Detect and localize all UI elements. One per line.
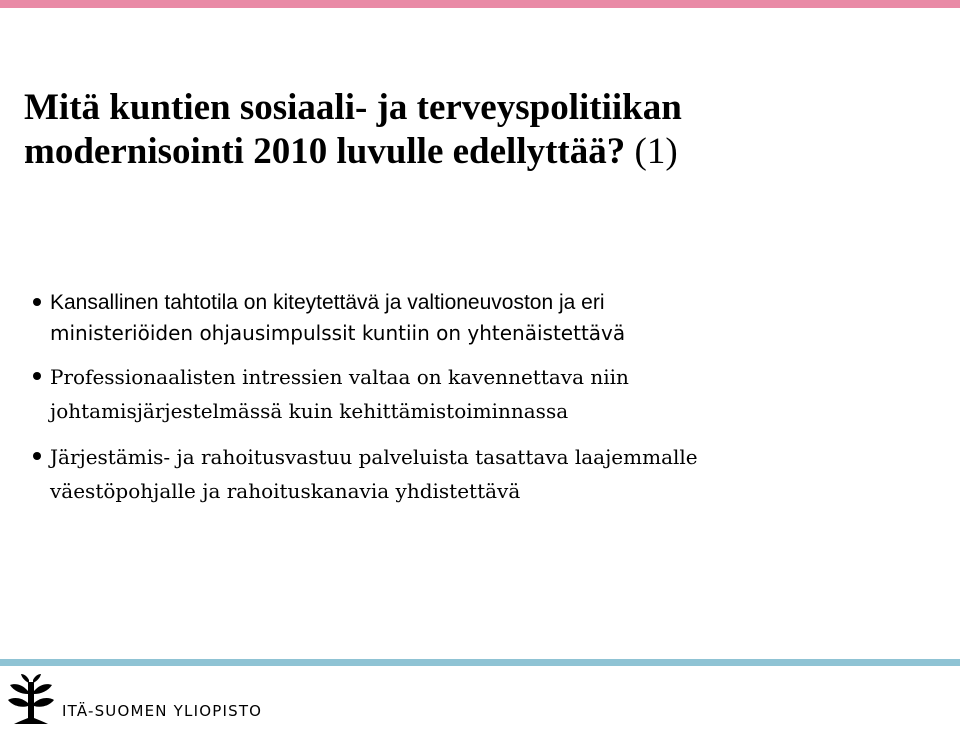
title-line-2 — [24, 130, 924, 174]
bullet-list — [0, 288, 960, 508]
bullet-line: johtamisjärjestelmässä kuin kehittämistoiminnassa — [50, 399, 569, 423]
bullet-dot-icon — [33, 452, 41, 460]
bullet-text — [50, 360, 960, 428]
title-line-2-suffix: (1) — [625, 131, 678, 172]
bullet-line: Professionaalisten intressien valtaa on kavennettava niin — [50, 365, 629, 389]
bullet-line: väestöpohjalle ja rahoituskanavia yhdistettävä — [50, 479, 521, 503]
bullet-item — [0, 360, 960, 428]
bottom-accent-stripe — [0, 659, 960, 666]
slide-title — [24, 86, 924, 174]
university-tree-logo-icon — [8, 674, 54, 724]
bullet-line: Kansallinen tahtotila on kiteytettävä ja valtioneuvoston ja eri — [50, 291, 605, 314]
bullet-item — [0, 288, 960, 348]
bullet-dot-icon — [33, 298, 41, 306]
bullet-text — [50, 440, 960, 508]
bullet-item — [0, 440, 960, 508]
footer-organization-name: ITÄ-SUOMEN YLIOPISTO — [62, 702, 263, 720]
top-accent-stripe — [0, 0, 960, 8]
bullet-line: Järjestämis- ja rahoitusvastuu palveluista tasattava laajemmalle — [50, 445, 698, 469]
title-line-2-main: modernisointi 2010 luvulle edellyttää? — [24, 131, 626, 172]
bullet-line: ministeriöiden ohjausimpulssit kuntiin on yhtenäistettävä — [50, 321, 626, 345]
bullet-text — [50, 288, 960, 348]
title-line-1: Mitä kuntien sosiaali- ja terveyspolitiikan — [24, 87, 682, 128]
bullet-dot-icon — [33, 372, 41, 380]
